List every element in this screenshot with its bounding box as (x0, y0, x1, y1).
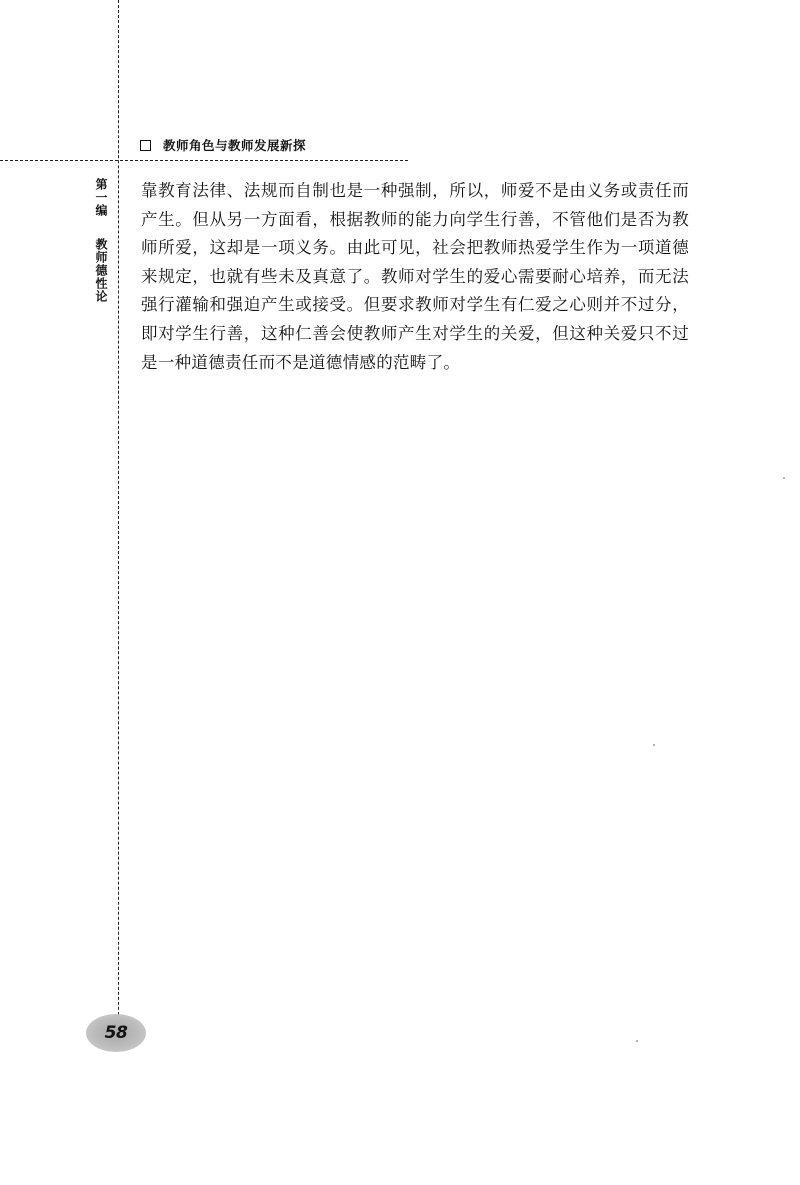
scan-speck (636, 1040, 638, 1042)
page-number: 58 (104, 1023, 128, 1043)
vertical-cut-line (118, 0, 119, 1050)
body-paragraph: 靠教育法律、法规而自制也是一种强制，所以，师爱不是由义务或责任而产生。但从另一方面看，根据教师的能力向学生行善，不管他们是否为教师所爱，这却是一项义务。由此可见，社会把教师热爱学生作为一项道德来规定，也就有些未及真意了。教师对学生的爱心需要耐心培养，而无法强行灌输和强迫产生或接受。但要求教师对学生有仁爱之心则并不过分，即对学生行善，这种仁善会使教师产生对学生的关爱，但这种关爱只不过是一种道德责任而不是道德情感的范畴了。 (141, 181, 689, 372)
side-label-title: 教师德性论 (94, 238, 108, 303)
running-header (140, 136, 306, 154)
square-box-icon (140, 140, 151, 151)
running-header-title: 教师角色与教师发展新探 (163, 138, 307, 153)
header-divider (0, 160, 408, 161)
side-label-part: 第一编 (94, 178, 108, 217)
page-number-badge (86, 1014, 146, 1052)
scan-speck (653, 744, 655, 746)
scan-speck (783, 477, 785, 479)
